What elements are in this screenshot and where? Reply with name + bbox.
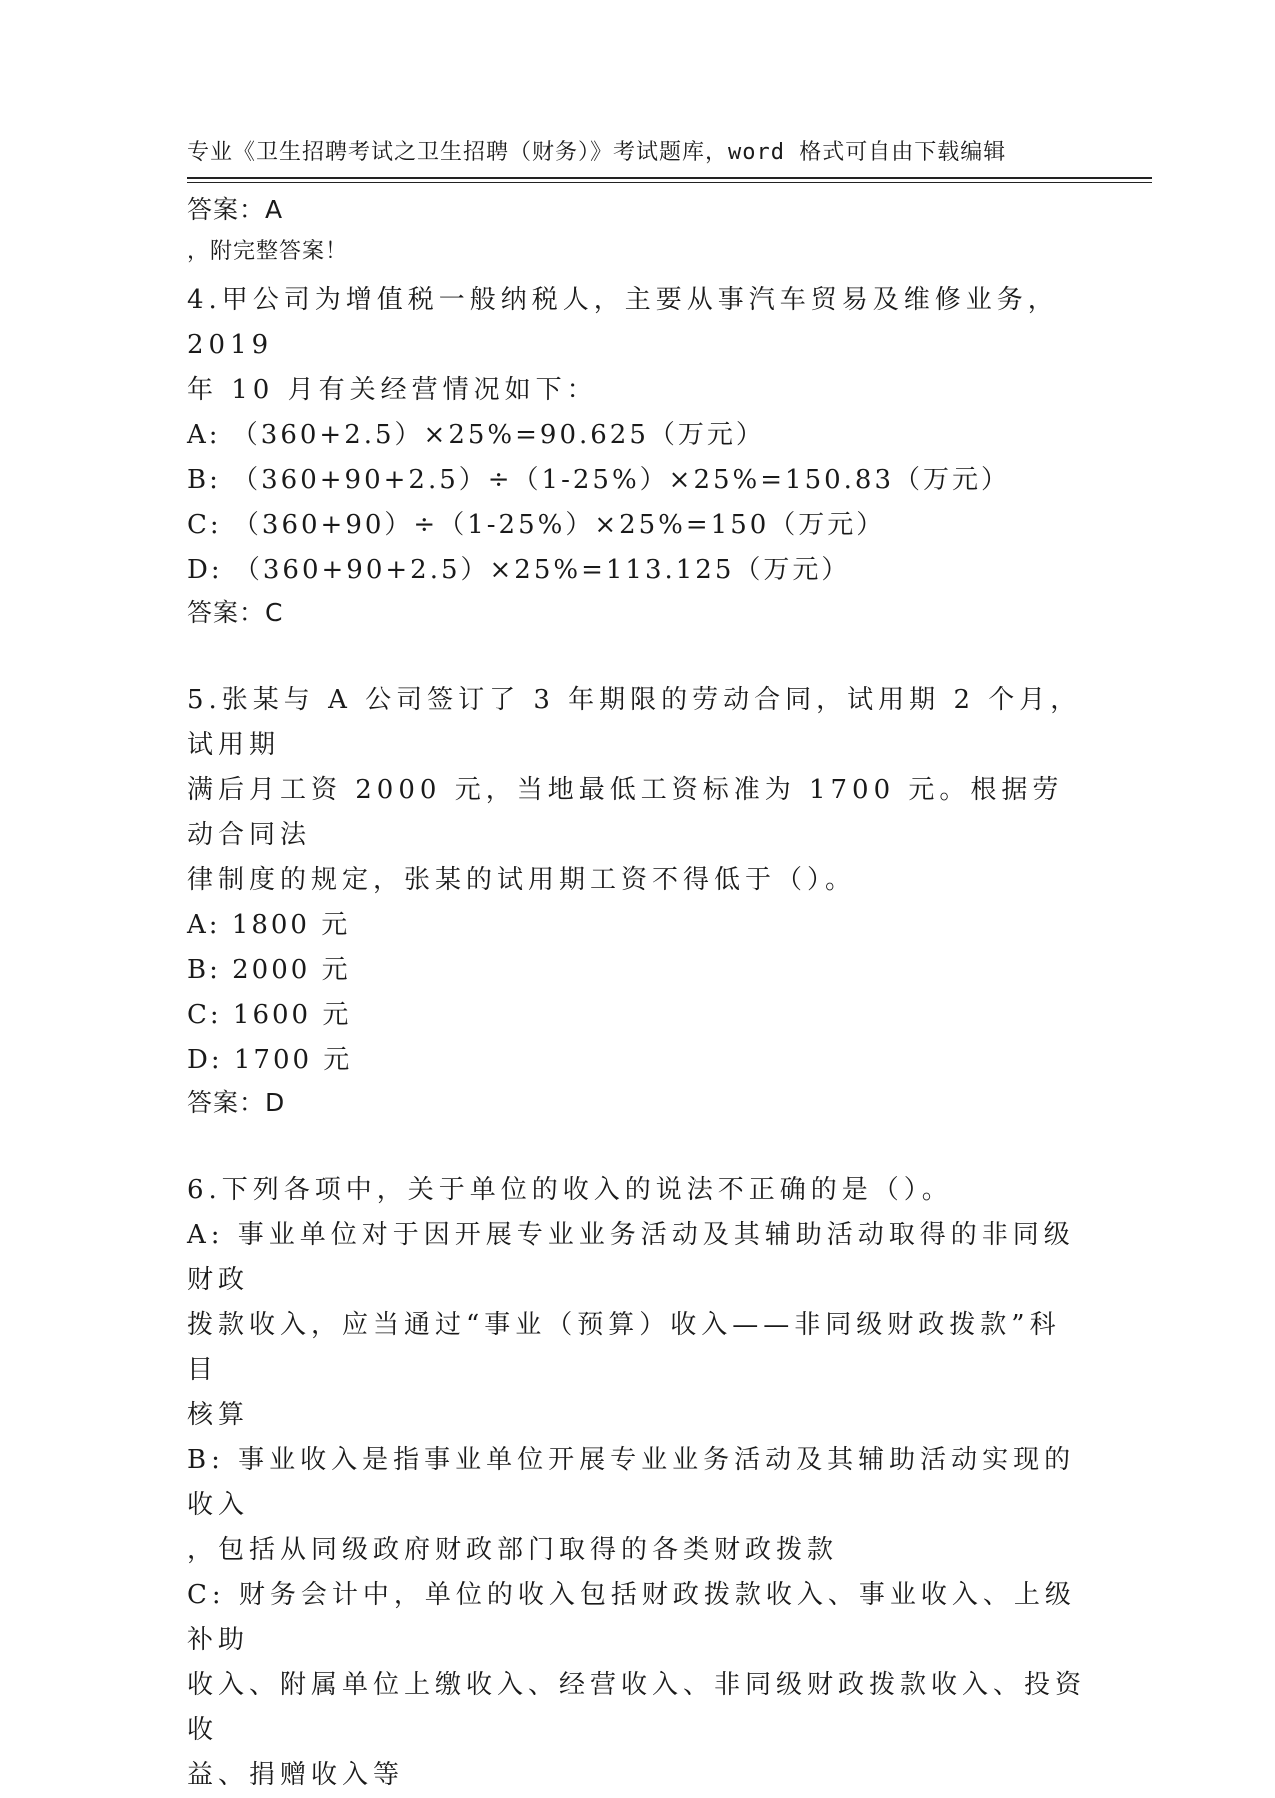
- q5-answer: 答案：D: [187, 1088, 286, 1117]
- document-body: [187, 190, 1087, 1798]
- q4-text-line-1: 4.甲公司为增值税一般纳税人，主要从事汽车贸易及维修业务，2019: [187, 285, 1059, 360]
- q5-text-line-2: 满后月工资 2000 元，当地最低工资标准为 1700 元。根据劳动合同法: [187, 775, 1064, 850]
- header-rule-thick: [187, 177, 1152, 179]
- q6-option-c-line-2: 收入、附属单位上缴收入、经营收入、非同级财政拨款收入、投资收: [187, 1670, 1087, 1745]
- q4-option-a: A: （360+2.5）×25%=90.625（万元）: [187, 420, 765, 450]
- header-line-1: 专业《卫生招聘考试之卫生招聘（财务）》考试题库，word 格式可自由下载编辑: [187, 140, 1007, 165]
- q4-answer: 答案：C: [187, 598, 284, 627]
- header-rule-thin: [187, 182, 1152, 183]
- q4-option-c: C: （360+90）÷（1-25%）×25%=150（万元）: [187, 510, 886, 540]
- question-5: [187, 678, 1087, 1123]
- q4-option-b: B: （360+90+2.5）÷（1-25%）×25%=150.83（万元）: [187, 465, 1010, 495]
- q6-option-c-line-1: C: 财务会计中，单位的收入包括财政拨款收入、事业收入、上级补助: [187, 1580, 1076, 1655]
- q5-text-line-1: 5.张某与 A 公司签订了 3 年期限的劳动合同，试用期 2 个月，试用期: [187, 685, 1082, 760]
- q5-option-c: C: 1600 元: [187, 1000, 352, 1030]
- q5-option-a: A: 1800 元: [187, 910, 351, 940]
- q6-option-a-line-3: 核算: [187, 1400, 250, 1430]
- spacer: [187, 633, 1087, 678]
- spacer: [187, 1123, 1087, 1168]
- spacer: [187, 230, 1087, 278]
- q6-option-a-line-1: A: 事业单位对于因开展专业业务活动及其辅助活动取得的非同级财政: [187, 1220, 1075, 1295]
- q4-option-d: D: （360+90+2.5）×25%=113.125（万元）: [187, 555, 851, 585]
- q5-text-line-3: 律制度的规定，张某的试用期工资不得低于（）。: [187, 865, 857, 895]
- q6-option-b-line-1: B: 事业收入是指事业单位开展专业业务活动及其辅助活动实现的收入: [187, 1445, 1076, 1520]
- header-line-2: ，附完整答案！: [187, 239, 349, 264]
- q5-option-d: D: 1700 元: [187, 1045, 353, 1075]
- q4-text-line-2: 年 10 月有关经营情况如下：: [187, 375, 598, 405]
- q6-text-line-1: 6.下列各项中，关于单位的收入的说法不正确的是（）。: [187, 1175, 953, 1205]
- q6-option-b-line-2: ，包括从同级政府财政部门取得的各类财政拨款: [187, 1535, 839, 1565]
- q6-option-a-line-2: 拨款收入，应当通过“事业（预算）收入——非同级财政拨款”科目: [187, 1310, 1061, 1385]
- question-6: [187, 1168, 1087, 1798]
- q5-option-b: B: 2000 元: [187, 955, 351, 985]
- q6-option-c-line-3: 益、捐赠收入等: [187, 1760, 405, 1790]
- q3-answer: 答案：A: [187, 195, 284, 224]
- question-4: [187, 278, 1087, 633]
